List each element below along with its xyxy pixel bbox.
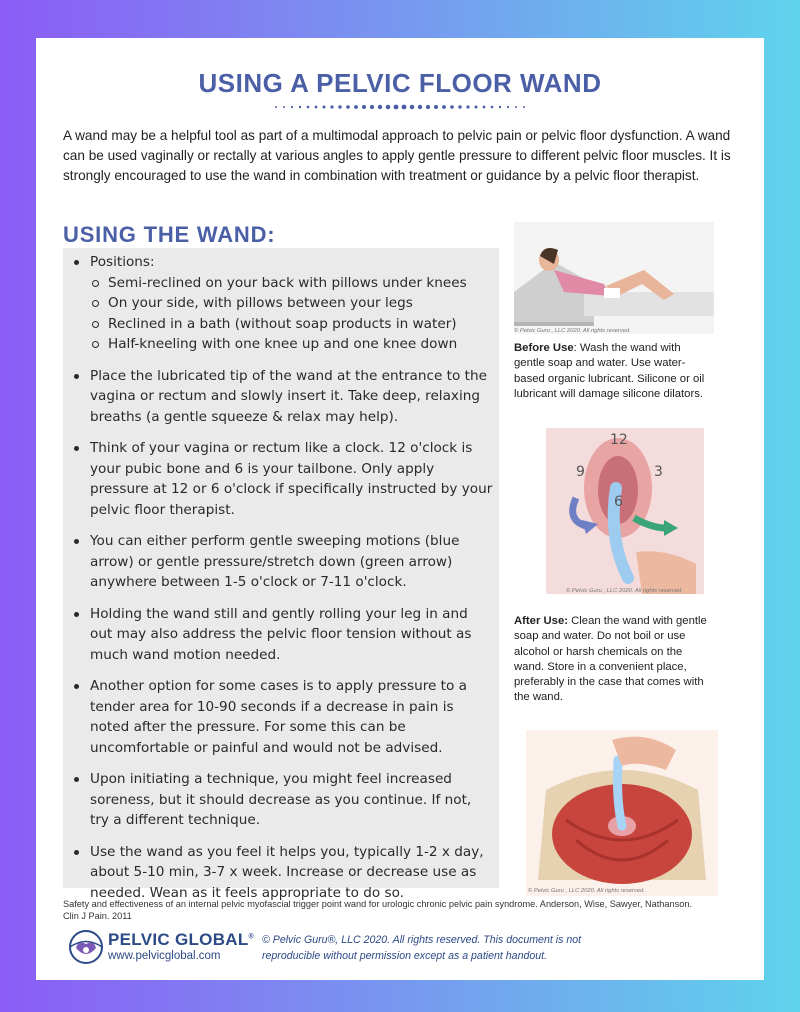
image-credit: © Pelvic Guru , LLC 2020. All rights reserved. bbox=[528, 888, 645, 894]
pelvic-global-logo bbox=[64, 926, 254, 968]
position-item: Reclined in a bath (without soap products in water) bbox=[90, 314, 494, 335]
list-item-positions bbox=[72, 252, 494, 355]
list-item: Place the lubricated tip of the wand at the entrance to the vagina or rectum and slowly insert it. Take deep, relaxing breaths (a gentle squeeze & relax may help). bbox=[72, 366, 494, 428]
logo-wordmark: PELVIC GLOBAL® bbox=[108, 930, 254, 949]
logo-url: www.pelvicglobal.com bbox=[108, 950, 221, 962]
clock-position-illustration bbox=[546, 428, 704, 594]
clock-3-label: 3 bbox=[654, 464, 663, 480]
clock-9-label: 9 bbox=[576, 464, 585, 480]
list-item: Upon initiating a technique, you might feel increased soreness, but it should decrease as you continue. If not, try a different technique. bbox=[72, 769, 494, 831]
after-use-body: Clean the wand with gentle soap and water. Do not boil or use alcohol or harsh chemicals on the wand. Store in a convenient place, preferably in the case that comes with the wand. bbox=[514, 615, 707, 704]
copyright-notice: © Pelvic Guru®, LLC 2020. All rights reserved. This document is not reproducible without permission except as a patient handout. bbox=[262, 934, 582, 962]
reference-citation: Safety and effectiveness of an internal pelvic myofascial trigger point wand for urologic chronic pelvic pain syndrome. Anderson, Wise, Sawyer, Nathanson. Clin J Pain. 2011 bbox=[63, 899, 692, 921]
clock-6-label: 6 bbox=[614, 494, 623, 510]
after-use-text bbox=[514, 614, 714, 706]
position-item: Half-kneeling with one knee up and one knee down bbox=[90, 334, 494, 355]
section-heading: USING THE WAND: bbox=[63, 222, 276, 247]
list-item: Holding the wand still and gently rolling your leg in and out may also address the pelvic floor tension without as much wand motion needed. bbox=[72, 604, 494, 666]
instructions-list bbox=[72, 252, 494, 914]
position-item: Semi-reclined on your back with pillows under knees bbox=[90, 273, 494, 294]
reclined-position-illustration bbox=[514, 222, 714, 334]
before-use-label: Before Use bbox=[514, 342, 574, 354]
page-title: USING A PELVIC FLOOR WAND bbox=[198, 68, 602, 98]
pelvic-floor-muscle-illustration bbox=[526, 730, 718, 896]
before-use-body: : Wash the wand with gentle soap and water. Use water-based organic lubricant. Silicone or oil lubricant will damage silicone dilators. bbox=[514, 342, 705, 400]
after-use-label: After Use: bbox=[514, 615, 568, 627]
intro-paragraph: A wand may be a helpful tool as part of a multimodal approach to pelvic pain or pelvic floor dysfunction. A wand can be used vaginally or rectally at various angles to apply gentle pressure to different pelvic floor muscles. It is strongly encouraged to use the wand in combination with treatment or guidance by a pelvic floor therapist. bbox=[63, 128, 731, 183]
positions-label: Positions: bbox=[90, 254, 155, 270]
image-credit: © Pelvic Guru , LLC 2020. All rights reserved. bbox=[514, 328, 631, 334]
list-item: Another option for some cases is to apply pressure to a tender area for 10-90 seconds if a decrease in pain is noted after the pressure. For some this can be uncomfortable or painful and would not be advised. bbox=[72, 676, 494, 758]
list-item: Think of your vagina or rectum like a clock. 12 o'clock is your pubic bone and 6 is your tailbone. Only apply pressure at 12 or 6 o'clock if specifically instructed by your pelvic floor therapist. bbox=[72, 438, 494, 520]
before-use-text bbox=[514, 341, 714, 402]
image-credit: © Pelvic Guru , LLC 2020. All rights reserved. bbox=[566, 588, 683, 594]
list-item: Use the wand as you feel it helps you, typically 1-2 x day, about 5-10 min, 3-7 x week. Increase or decrease use as needed. Wean as it feels appropriate to do so. bbox=[72, 842, 494, 904]
decorative-dot-divider bbox=[270, 102, 530, 112]
position-item: On your side, with pillows between your legs bbox=[90, 293, 494, 314]
clock-12-label: 12 bbox=[610, 432, 628, 448]
list-item: You can either perform gentle sweeping motions (blue arrow) or gentle pressure/stretch down (green arrow) anywhere between 1-5 o'clock or 7-11 o'clock. bbox=[72, 531, 494, 593]
handout-page bbox=[36, 38, 764, 980]
globe-logo-icon bbox=[64, 926, 108, 968]
